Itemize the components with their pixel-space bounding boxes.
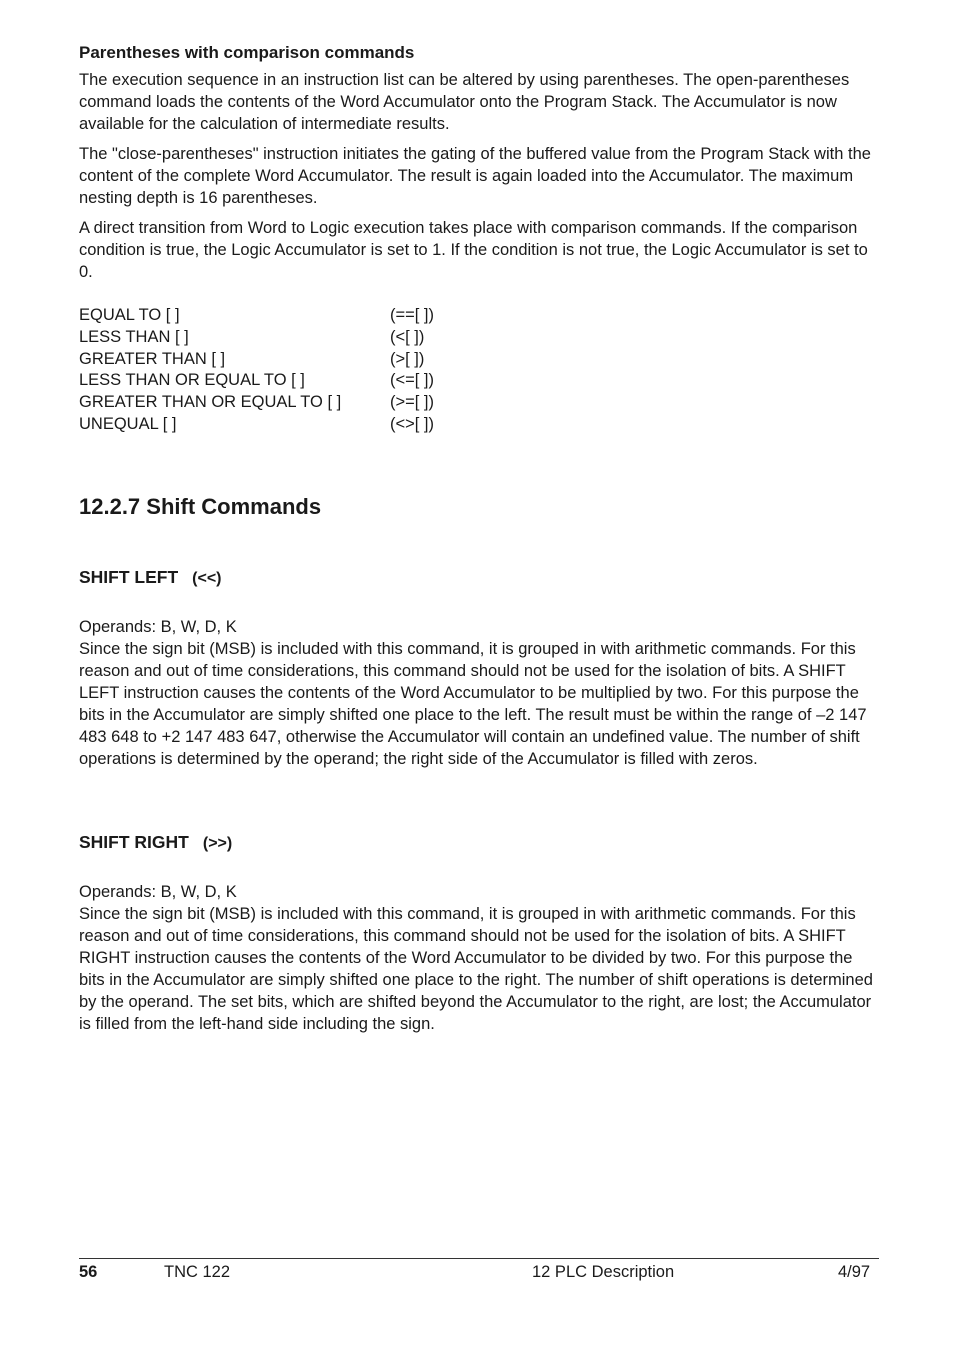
comparison-name: LESS THAN OR EQUAL TO [ ] <box>79 371 305 390</box>
shift-right-body <box>79 881 879 1035</box>
comparison-row <box>79 392 434 414</box>
shift-left-body <box>79 616 879 770</box>
parentheses-paragraph-3: A direct transition from Word to Logic execution takes place with comparison commands. If the comparison condition is true, the Logic Accumulator is set to 1. If the condition is not true, the Logic Accumulator is set to 0. <box>79 219 868 281</box>
footer-rule <box>79 1258 879 1259</box>
comparison-code: (>[ ]) <box>390 349 425 368</box>
comparison-row <box>79 370 434 392</box>
shift-left-operands: Operands: B, W, D, K <box>79 618 237 636</box>
footer-chapter: 12 PLC Description <box>532 1263 675 1281</box>
shift-left-label: SHIFT LEFT <box>79 567 179 587</box>
shift-right-text: Since the sign bit (MSB) is included with this command, it is grouped in with arithmetic commands. For this reason and out of time considerations, this command should not be used for the isolation of bits. A SHIFT RIGHT instruction causes the contents of the Word Accumulator to be divided by two. For this purpose the bits in the Accumulator are simply shifted one place to the right. The number of shift operations is determined by the operand. The set bits, which are shifted beyond the Accumulator to the right, are lost; the Accumulator is filled from the left-hand side including the sign. <box>79 905 873 1033</box>
comparison-code: (<=[ ]) <box>390 371 435 390</box>
comparison-code: (<>[ ]) <box>390 414 435 433</box>
parentheses-paragraph-1: The execution sequence in an instruction list can be altered by using parentheses. The open-parentheses command loads the contents of the Word Accumulator onto the Program Stack. The Accumulator is now available for the calculation of intermediate results. <box>79 71 850 133</box>
footer-product: TNC 122 <box>164 1263 231 1281</box>
comparison-row <box>79 349 434 371</box>
footer-page-number: 56 <box>79 1263 98 1281</box>
section-title: 12.2.7 Shift Commands <box>79 494 322 519</box>
comparison-name: GREATER THAN [ ] <box>79 349 226 368</box>
comparison-name: GREATER THAN OR EQUAL TO [ ] <box>79 393 342 412</box>
comparison-table <box>79 305 434 436</box>
shift-right-heading <box>79 832 232 853</box>
comparison-code: (>=[ ]) <box>390 393 435 412</box>
shift-right-label: SHIFT RIGHT <box>79 832 189 852</box>
shift-left-symbol: (<<) <box>192 570 222 587</box>
page-content <box>79 42 879 1033</box>
comparison-row <box>79 327 434 349</box>
shift-left-heading <box>79 567 222 588</box>
comparison-code: (<[ ]) <box>390 327 425 346</box>
comparison-row <box>79 305 434 327</box>
comparison-code: (==[ ]) <box>390 306 435 324</box>
shift-left-text: Since the sign bit (MSB) is included with this command, it is grouped in with arithmetic commands. For this reason and out of time considerations, this command should not be used for the isolation of bits. A SHIFT LEFT instruction causes the contents of the Word Accumulator to be multiplied by two. For this purpose the bits in the Accumulator are simply shifted one place to the left. The result must be within the range of –2 147 483 648 to +2 147 483 647, otherwise the Accumulator will contain an undefined value. The number of shift operations is determined by the operand; the right side of the Accumulator is filled with zeros. <box>79 640 867 768</box>
comparison-name: LESS THAN [ ] <box>79 327 189 346</box>
footer-date: 4/97 <box>838 1263 871 1281</box>
parentheses-heading: Parentheses with comparison commands <box>79 43 415 62</box>
comparison-name: EQUAL TO [ ] <box>79 306 180 324</box>
shift-right-symbol: (>>) <box>202 835 233 852</box>
shift-right-operands: Operands: B, W, D, K <box>79 883 237 901</box>
comparison-name: UNEQUAL [ ] <box>79 414 177 433</box>
comparison-row <box>79 414 434 436</box>
parentheses-paragraph-2: The "close-parentheses" instruction initiates the gating of the buffered value from the Program Stack with the content of the complete Word Accumulator. The result is again loaded into the Accumulator. The maximum nesting depth is 16 parentheses. <box>79 145 871 207</box>
